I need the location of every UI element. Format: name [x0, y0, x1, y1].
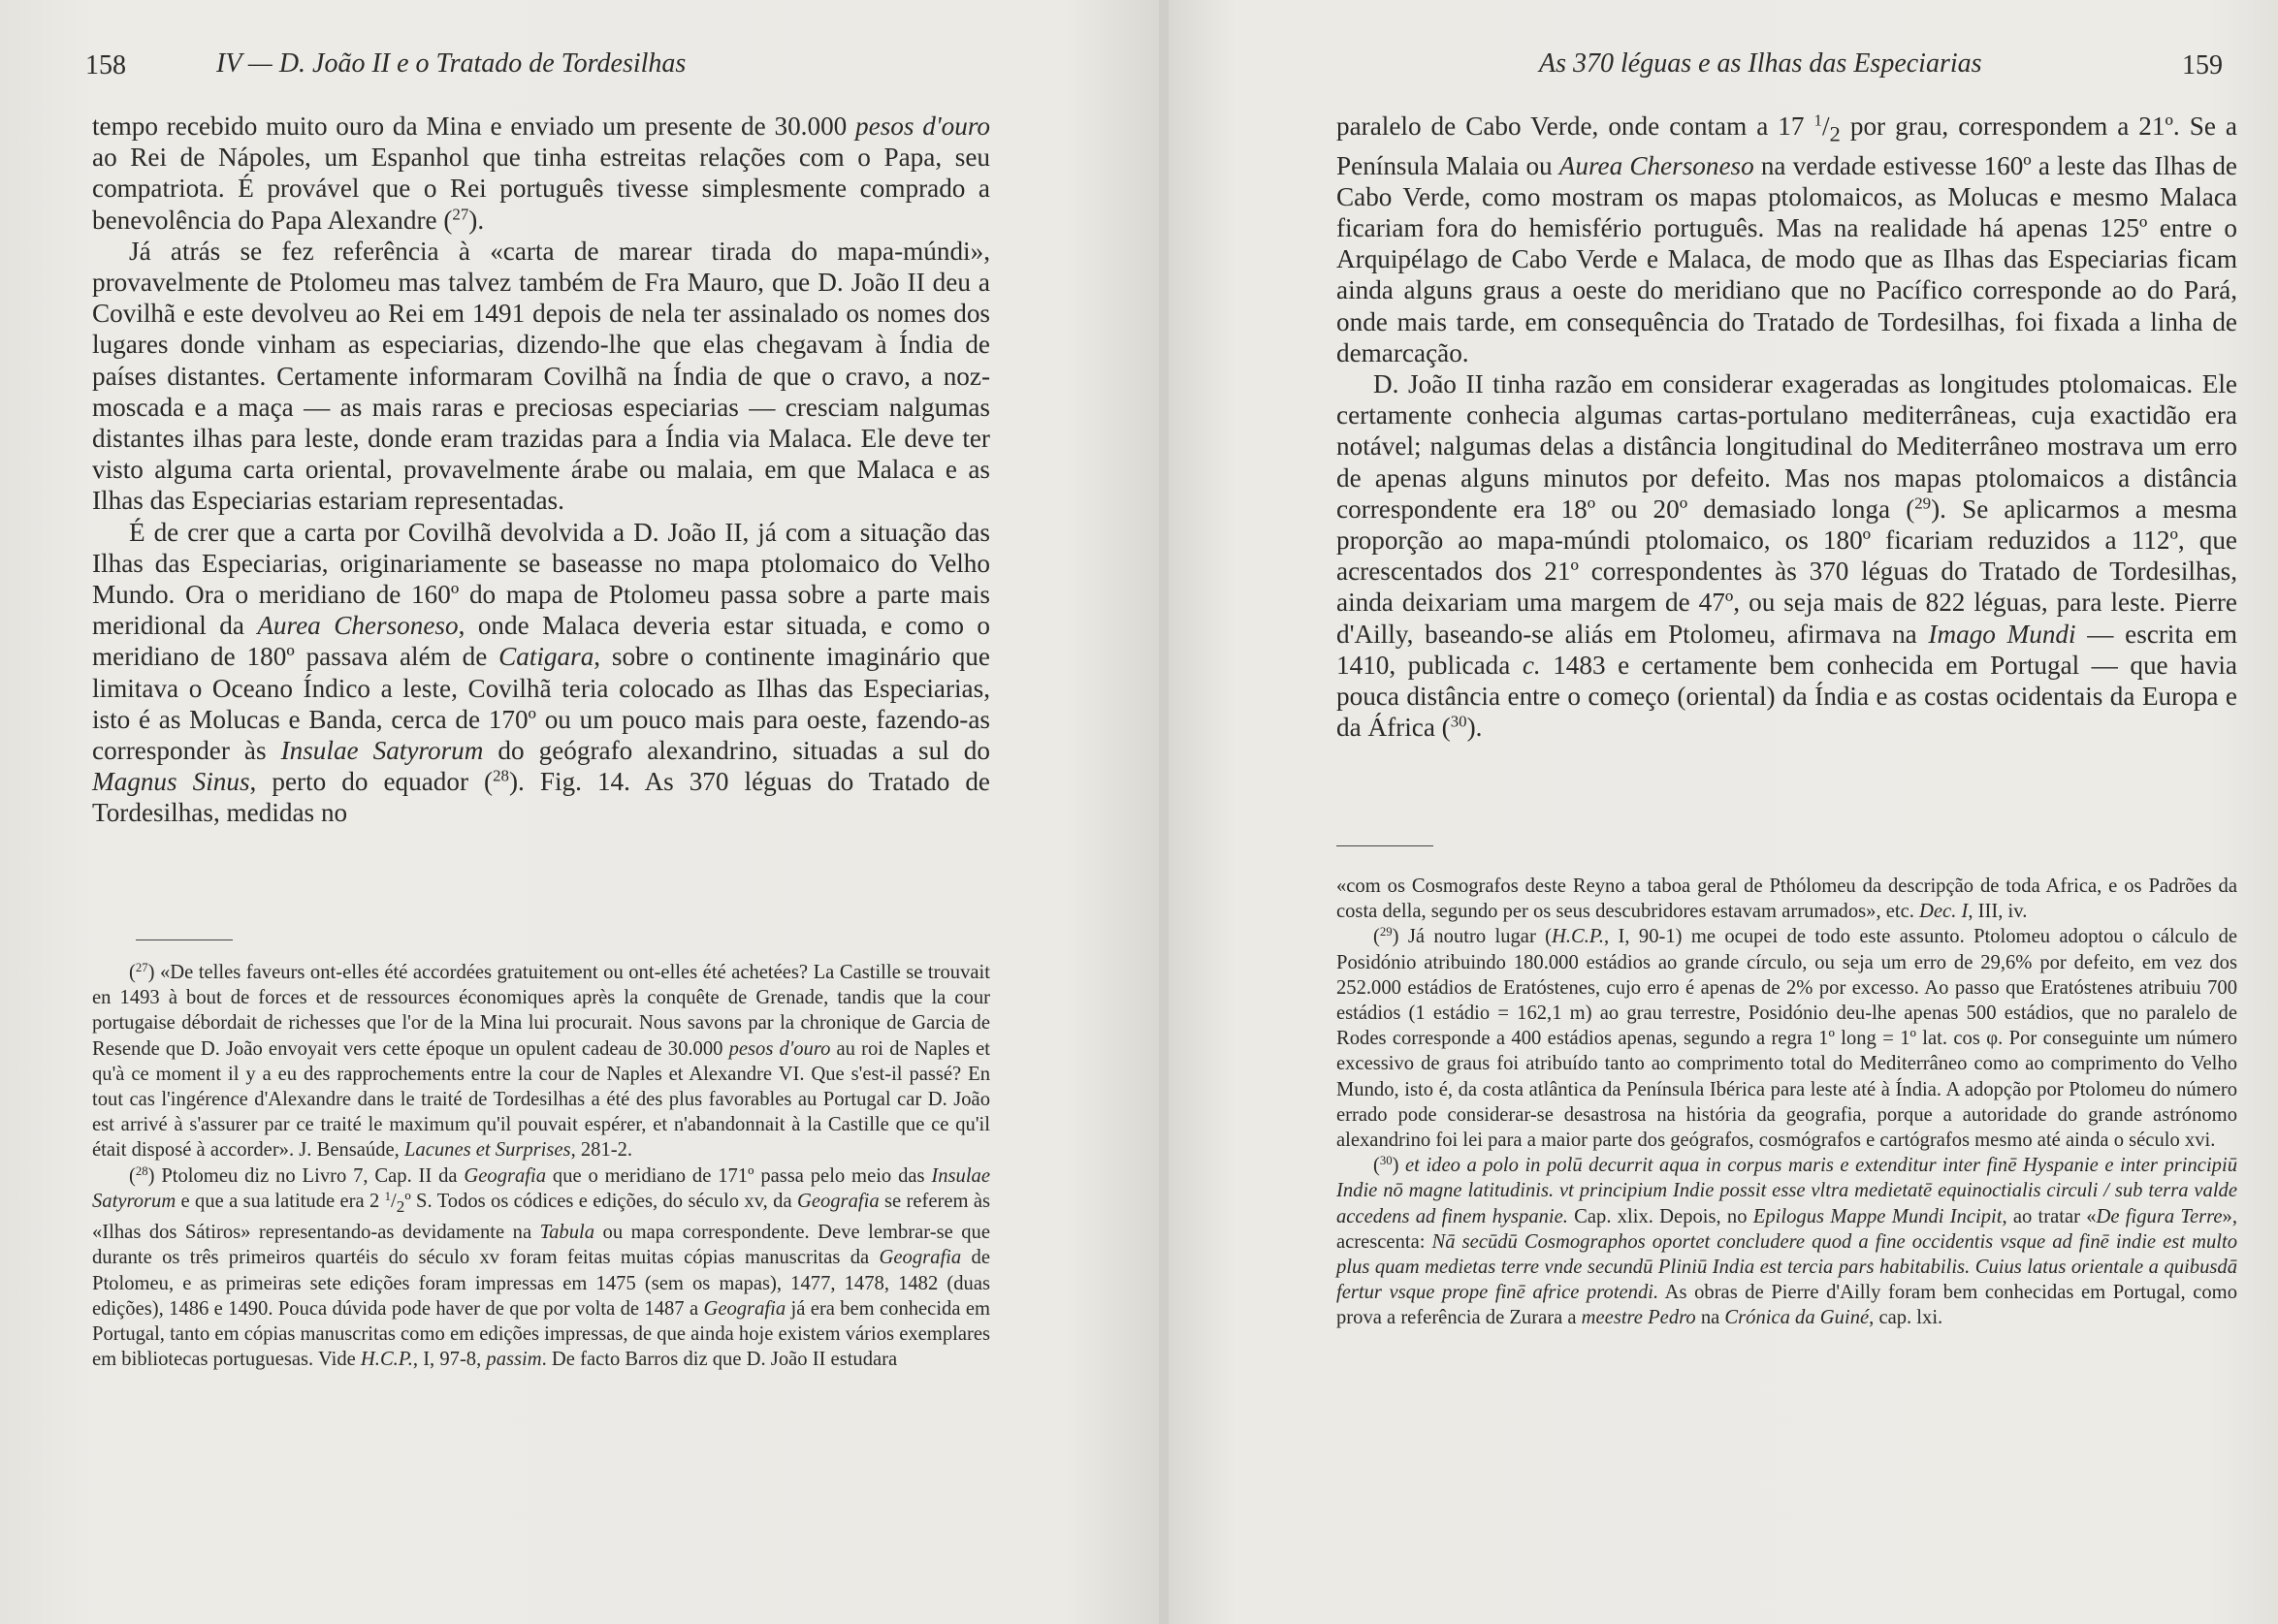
- left-footnotes: [92, 960, 990, 1372]
- paragraph: tempo recebido muito ouro da Mina e enviado um presente de 30.000 pesos d'ouro ao Rei de Nápoles, um Espanhol que tinha estreitas relações com o Papa, seu compatriota. É provável que o Rei português tivesse simplesmente comprado a benevolência do Papa Alexandre ($^{27}$).: [92, 111, 990, 235]
- left-page-number: 158: [85, 50, 126, 80]
- footnote-29: ($^{29}$) Já noutro lugar (H.C.P., I, 90-1) me ocupei de todo este assunto. Ptolomeu adoptou o cálculo de Posidónio atribuindo 180.000 estádios ao grande círculo, ou seja um erro de 29,6% por defeito, em vez dos 252.000 estádios de Eratóstenes, cujo erro é apenas de 2% por excesso. Ao passo que Eratóstenes atribuiu 700 estádios (1 estádio = 162,1 m) ao grau terrestre, Posidónio deu-lhe apenas 500 estádios, que no paralelo de Rodes corresponde a 400 estádios apenas, segundo a regra 1º long = 1º lat. cos φ. Por conseguinte um número excessivo de graus foi atribuído tanto ao comprimento total do Mediterrâneo como ao comprimento do Velho Mundo, isto é, da costa atlântica da Península Ibérica para leste até à Índia. A adopção por Ptolomeu do número errado pode considerar-se desastrosa na história da geografia, porque a autoridade do grande astrónomo alexandrino foi lei para a maior parte dos geógrafos, cosmógrafos e cartógrafos mesmo até ainda o século xvi.: [1336, 925, 2238, 1152]
- right-running-title: As 370 léguas e as Ilhas das Especiarias: [1539, 48, 1982, 79]
- paragraph: paralelo de Cabo Verde, onde contam a 17 $^1/_2$ por grau, correspondem a 21º. Se a Península Malaia ou Aurea Chersoneso na verdade estivesse 160º a leste das Ilhas de Cabo Verde, como mostram os mapas ptolomaicos, as Molucas e mesmo Malaca ficariam fora do hemisfério português. Mas na realidade há apenas 125º entre o Arquipélago de Cabo Verde e Malaca, de modo que as Ilhas das Especiarias ficam ainda alguns graus a oeste do meridiano que no Pacífico corresponde ao do Pará, onde mais tarde, em consequência do Tratado de Tordesilhas, foi fixada a linha de demarcação.: [1336, 111, 2237, 367]
- book-gutter: [1159, 0, 1169, 1624]
- left-running-title: IV — D. João II e o Tratado de Tordesilhas: [216, 48, 687, 79]
- paragraph: É de crer que a carta por Covilhã devolvida a D. João II, já com a situação das Ilhas das Especiarias, originariamente se baseasse no mapa ptolomaico do Velho Mundo. Ora o meridiano de 160º do mapa de Ptolomeu passa sobre a parte mais meridional da Aurea Chersoneso, onde Malaca deveria estar situada, e como o meridiano de 180º passava além de Catigara, sobre o continente imaginário que limitava o Oceano Índico a leste, Covilhã teria colocado as Ilhas das Especiarias, isto é as Molucas e Banda, cerca de 170º ou um pouco mais para oeste, fazendo-as corresponder às Insulae Satyrorum do geógrafo alexandrino, situadas a sul do Magnus Sinus, perto do equador ($^{28}$). Fig. 14. As 370 léguas do Tratado de Tordesilhas, medidas no: [92, 517, 990, 828]
- footnote-28: ($^{28}$) Ptolomeu diz no Livro 7, Cap. II da Geografia que o meridiano de 171º passa pelo meio das Insulae Satyrorum e que a sua latitude era 2 $^1/_2º$ S. Todos os códices e edições, do século xv, da Geografia se referem às «Ilhas dos Sátiros» representando-as devidamente na Tabula ou mapa correspondente. Deve lembrar-se que durante os três primeiros quartéis do século xv foram feitas muitas cópias manuscritas da Geografia de Ptolomeu, e as primeiras sete edições foram impressas em 1475 (sem os mapas), 1477, 1478, 1482 (duas edições), 1486 e 1490. Pouca dúvida pode haver de que por volta de 1487 a Geografia já era bem conhecida em Portugal, tanto em cópias manuscritas como em edições impressas, de que ainda hoje existem vários exemplares em bibliotecas portuguesas. Vide H.C.P., I, 97-8, passim. De facto Barros diz que D. João II estudara: [92, 1163, 990, 1371]
- right-page-number: 159: [2182, 50, 2223, 80]
- right-page: [1169, 0, 2278, 1624]
- right-body-text: [1336, 111, 2237, 744]
- footnote-rule: [136, 939, 233, 940]
- paragraph: Já atrás se fez referência à «carta de marear tirada do mapa-múndi», provavelmente de Ptolomeu mas talvez também de Fra Mauro, que D. João II deu a Covilhã e este devolveu ao Rei em 1491 depois de nela ter assinalado os nomes dos lugares donde vinham as especiarias, dizendo-lhe que elas chegavam à Índia de países distantes. Certamente informaram Covilhã na Índia de que o cravo, a noz-moscada e a maça — as mais raras e preciosas especiarias — cresciam nalgumas distantes ilhas para leste, donde eram trazidas para a Índia via Malaca. Ele deve ter visto alguma carta oriental, provavelmente árabe ou malaia, em que Malaca e as Ilhas das Especiarias estariam representadas.: [92, 236, 990, 516]
- right-footnotes: [1336, 874, 2237, 1331]
- footnote-continuation: «com os Cosmografos deste Reyno a taboa geral de Pthólomeu da descripção de toda Africa, e os Padrões da costa della, segundo per os seus descubridores estavam arrumados», etc. Dec. I, III, iv.: [1336, 876, 2237, 923]
- footnote-30: ($^{30}$) et ideo a polo in polū decurrit aqua in corpus maris e extenditur inter finē Hyspanie e inter principiū Indie nō magne latitudinis. vt principium Indie possit esse vltra medietatē equinoctialis circuli / sub terra valde accedens ad finem hyspanie. Cap. xlix. Depois, no Epilogus Mappe Mundi Incipit, ao tratar «De figura Terre», acrescenta: Nā secūdū Cosmographos oportet concludere quod a fine occidentis vsque ad finē indie est multo plus quam medietas terre vnde secundū Pliniū India est tercia pars habitabilis. Cuius latus orientale a quibusdā fertur vsque prope finē africe protendi. As obras de Pierre d'Ailly foram bem conhecidas em Portugal, como prova a referência de Zurara a meestre Pedro na Crónica da Guiné, cap. lxi.: [1336, 1154, 2238, 1329]
- left-body-text: [92, 111, 990, 829]
- footnote-rule: [1336, 845, 1433, 846]
- paragraph: D. João II tinha razão em considerar exageradas as longitudes ptolomaicas. Ele certamente conhecia algumas cartas-portulano mediterrâneas, cuja exactidão era notável; nalgumas delas a distância longitudinal do Mediterrâneo mostrava um erro de apenas alguns minutos por defeito. Mas nos mapas ptolomaicos a distância correspondente era 18º ou 20º demasiado longa ($^{29}$). Se aplicarmos a mesma proporção ao mapa-múndi ptolomaico, os 180º ficariam reduzidos a 112º, que acrescentados dos 21º correspondentes às 370 léguas do Tratado de Tordesilhas, ainda deixariam uma margem de 47º, ou seja mais de 822 léguas, para leste. Pierre d'Ailly, baseando-se aliás em Ptolomeu, afirmava na Imago Mundi — escrita em 1410, publicada c. 1483 e certamente bem conhecida em Portugal — que havia pouca distância entre o começo (oriental) da Índia e as costas ocidentais da Europa e da África ($^{30}$).: [1336, 369, 2237, 743]
- footnote-27: ($^{27}$) «De telles faveurs ont-elles été accordées gratuitement ou ont-elles été achetées? La Castille se trouvait en 1493 à bout de forces et de ressources économiques après la conquête de Grenade, tandis que la cour portugaise débordait de richesses que l'or de la Mina lui procurait. Nous savons par la chronique de Garcia de Resende que D. João envoyait vers cette époque un opulent cadeau de 30.000 pesos d'ouro au roi de Naples et qu'à ce moment il y a eu des rapprochements entre la cour de Naples et Alexandre VI. Que s'est-il passé? En tout cas l'ingérence d'Alexandre dans le traité de Tordesilhas a été des plus favorables au Portugal car D. João est arrivé à s'assurer par ce traité le maximum qu'il pouvait espérer, et n'abandonnait à la Castille que ce qu'il était disposé à accorder». J. Bensaúde, Lacunes et Surprises, 281-2.: [92, 960, 991, 1162]
